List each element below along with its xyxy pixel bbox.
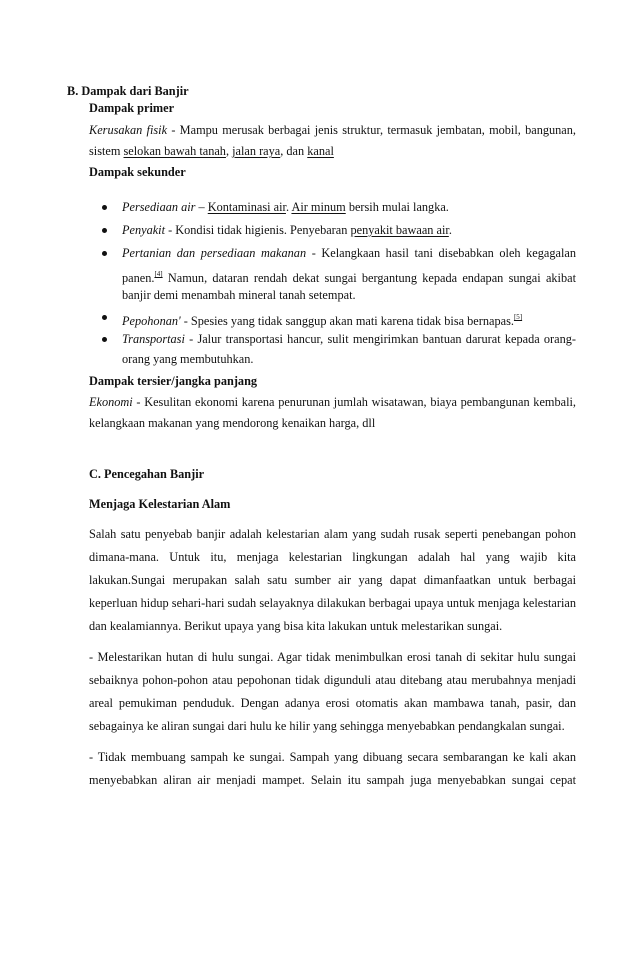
primer-heading: Dampak primer bbox=[89, 101, 175, 115]
paragraph-1-line: Salah satu penyebab banjir adalah kelestarian alam yang sudah rusak seperti penebangan pohon bbox=[89, 527, 576, 541]
tersier-line-2: kelangkaan makanan yang mendorong kenaikan harga, dll bbox=[89, 416, 376, 430]
bullet-dot bbox=[102, 205, 107, 210]
reference-5[interactable]: [5] bbox=[513, 313, 523, 321]
bullet-item-transportasi-line-1: Transportasi - Jalur transportasi hancur, sulit mengirimkan bantuan darurat kepada orang- bbox=[122, 332, 576, 346]
paragraph-3-line: - Tidak membuang sampah ke sungai. Sampah yang dibuang secara sembarangan ke kali akan bbox=[89, 750, 576, 764]
bullet-item-penyakit: Penyakit - Kondisi tidak higienis. Penyebaran penyakit bawaan air. bbox=[122, 223, 452, 237]
link-kanal[interactable]: kanal bbox=[307, 144, 334, 158]
bullet-item-pepohonan: Pepohonan' - Spesies yang tidak sanggup akan mati karena tidak bisa bernapas.[5] bbox=[122, 313, 523, 328]
section-c-subheading: Menjaga Kelestarian Alam bbox=[89, 497, 231, 511]
bullet-dot bbox=[102, 315, 107, 320]
section-c-title: C. Pencegahan Banjir bbox=[89, 467, 205, 481]
primer-text-1: - Mampu merusak berbagai jenis struktur, termasuk jembatan, mobil, bangunan, bbox=[167, 123, 576, 137]
paragraph-1-line: lakukan.Sungai merupakan salah satu sumber air yang dapat dimanfaatkan untuk berbagai bbox=[89, 573, 576, 587]
tersier-line-1: Ekonomi - Kesulitan ekonomi karena penurunan jumlah wisatawan, biaya pembangunan kembali, bbox=[89, 395, 576, 409]
bullet-item-pertanian-line-1: Pertanian dan persediaan makanan - Kelangkaan hasil tani disebabkan oleh kegagalan bbox=[122, 246, 576, 260]
bullet-item-pertanian-line-2: panen.[4] Namun, dataran rendah dekat sungai bergantung kepada endapan sungai akibat bbox=[122, 270, 576, 285]
link-penyakit-bawaan-air[interactable]: penyakit bawaan air bbox=[350, 223, 449, 237]
paragraph-2-line: - Melestarikan hutan di hulu sungai. Agar tidak menimbulkan erosi tanah di sekitar hulu sungai bbox=[89, 650, 576, 664]
bullet-dot bbox=[102, 251, 107, 256]
primer-line-1 bbox=[89, 123, 576, 138]
paragraph-3-line: menyebabkan aliran air menjadi mampet. Selain itu sampah juga menyebabkan sungai cepat bbox=[89, 773, 576, 787]
reference-4[interactable]: [4] bbox=[154, 270, 163, 278]
bullet-item-transportasi-line-2: orang yang membutuhkan. bbox=[122, 352, 254, 366]
sekunder-heading: Dampak sekunder bbox=[89, 165, 186, 179]
link-jalan-raya[interactable]: jalan raya bbox=[232, 144, 281, 158]
paragraph-2-line: sebagainya ke aliran sungai dari hulu ke hilir yang sehingga menyebabkan pendangkalan sungai. bbox=[89, 719, 565, 733]
paragraph-2-line: areal pemukiman penduduk. Dengan adanya erosi otomatis akan mambawa tanah, pasir, dan bbox=[89, 696, 576, 710]
paragraph-1-line: keperluan hidup sehari-hari sudah selayaknya dilakukan berbagai upaya untuk menjaga kelestarian bbox=[89, 596, 576, 610]
bullet-item-pertanian-line-3: banjir demi menambah mineral tanah setempat. bbox=[122, 288, 356, 302]
tersier-heading: Dampak tersier/jangka panjang bbox=[89, 374, 258, 388]
link-kontaminasi-air[interactable]: Kontaminasi air bbox=[207, 200, 286, 214]
paragraph-2-line: sebaiknya pohon-pohon atau pepohonan tidak digunduli atau ditebang atau merubahnya menjadi bbox=[89, 673, 576, 687]
paragraph-1-line: dan kealamiannya. Berikut upaya yang bisa kita lakukan untuk melestarikan sungai. bbox=[89, 619, 503, 633]
primer-line-2: sistem selokan bawah tanah, jalan raya, dan kanal bbox=[89, 144, 334, 158]
link-air-minum[interactable]: Air minum bbox=[291, 200, 346, 214]
bullet-dot bbox=[102, 228, 107, 233]
section-b-title: B. Dampak dari Banjir bbox=[67, 84, 189, 98]
link-selokan[interactable]: selokan bawah tanah bbox=[123, 144, 226, 158]
bullet-item-persediaan-air: Persediaan air – Kontaminasi air. Air minum bersih mulai langka. bbox=[122, 200, 449, 214]
bullet-dot bbox=[102, 337, 107, 342]
primer-term: Kerusakan fisik bbox=[89, 123, 168, 137]
paragraph-1-line: dimana-mana. Untuk itu, menjaga kelestarian lingkungan adalah hal yang wajib kita bbox=[89, 550, 576, 564]
